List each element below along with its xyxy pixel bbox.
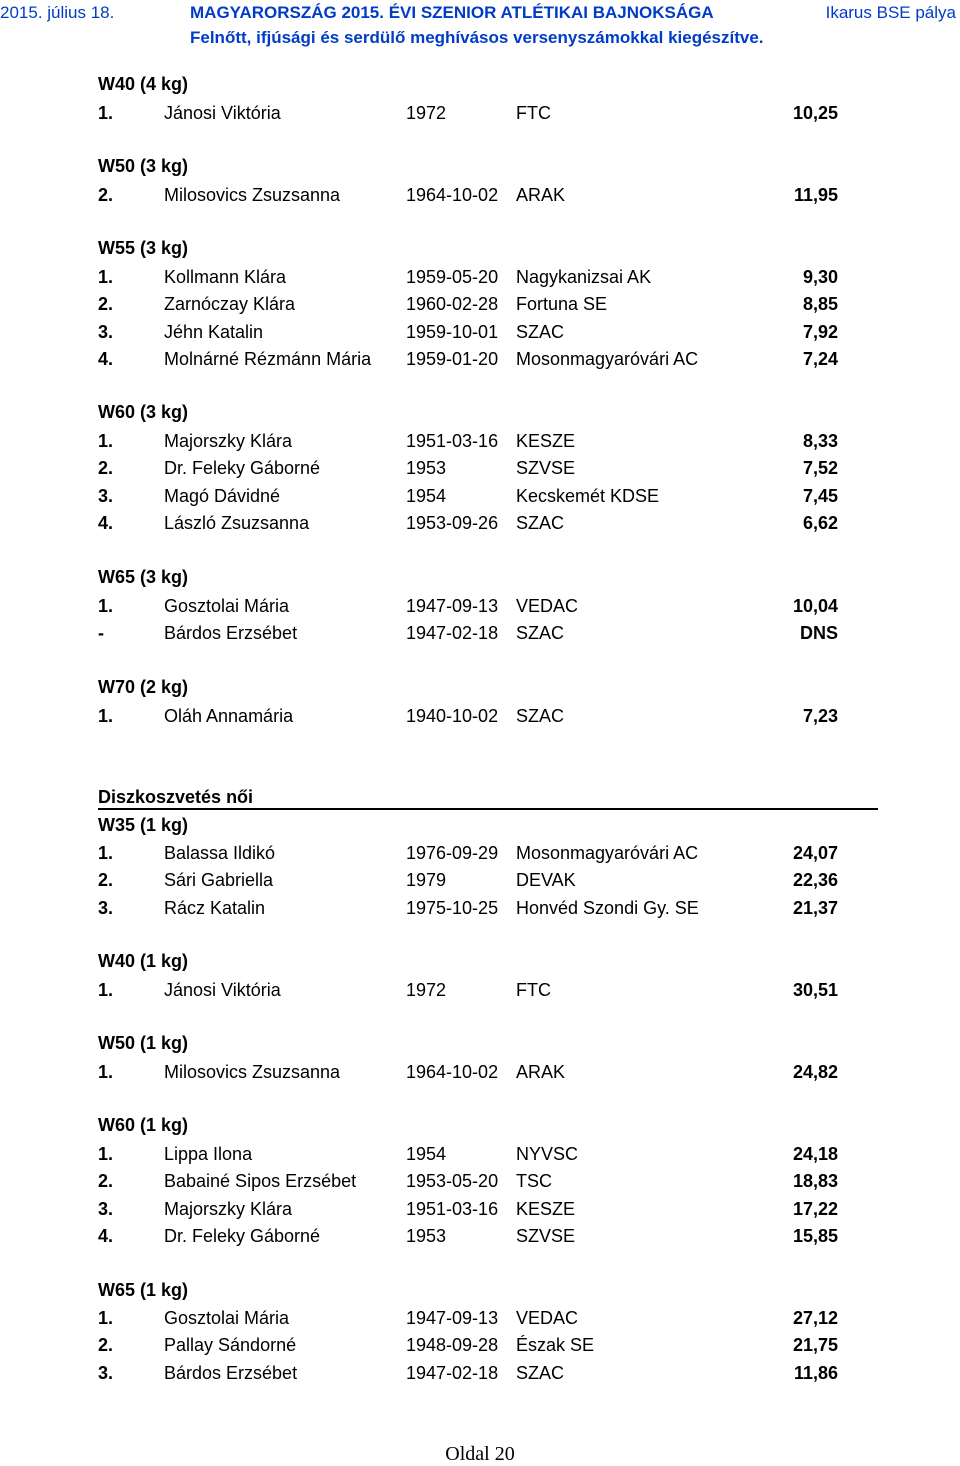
group-title: W55 (3 kg): [98, 238, 189, 258]
result: 8,33: [802, 431, 838, 451]
athlete-name: Milosovics Zsuzsanna: [164, 1062, 341, 1082]
result-row: [0, 594, 960, 618]
header-subtitle: Felnőtt, ifjúsági és serdülő meghívásos versenyszámokkal kiegészítve.: [190, 28, 764, 47]
club: SZAC: [516, 513, 565, 534]
result-row: [0, 1224, 960, 1248]
club: KESZE: [516, 431, 576, 451]
group-title: W40 (4 kg): [98, 74, 189, 94]
birth-date: 1972: [406, 103, 447, 123]
place: 1.: [98, 980, 114, 1000]
birth-date: 1959-10-01: [406, 321, 499, 342]
header-date: 2015. július 18.: [0, 3, 115, 22]
place: 4.: [98, 349, 114, 370]
club: FTC: [516, 103, 551, 123]
club: TSC: [516, 1171, 552, 1192]
club: SZAC: [516, 623, 565, 644]
result: 11,86: [793, 1362, 838, 1383]
result: 7,23: [802, 706, 838, 726]
result-row: [0, 1306, 960, 1330]
result-row: [0, 978, 960, 1002]
place: 2.: [98, 458, 114, 479]
club: Mosonmagyaróvári AC: [516, 843, 699, 863]
place: 3.: [98, 1198, 114, 1219]
group-title: W60 (1 kg): [98, 1115, 189, 1135]
club: Honvéd Szondi Gy. SE: [516, 897, 699, 918]
result-row: [0, 484, 960, 508]
club: VEDAC: [516, 596, 579, 616]
birth-date: 1953-05-20: [406, 1171, 499, 1192]
birth-date: 1964-10-02: [406, 185, 499, 205]
birth-date: 1954: [406, 1144, 447, 1164]
result: 8,85: [802, 294, 838, 315]
result-row: [0, 456, 960, 480]
club: SZVSE: [516, 1226, 576, 1247]
result-row: [0, 183, 960, 207]
place: 1.: [98, 596, 114, 616]
place: 2.: [98, 1171, 114, 1192]
group-title: W60 (3 kg): [98, 402, 189, 422]
result-row: [0, 265, 960, 289]
place: 2.: [98, 185, 114, 205]
birth-date: 1953: [406, 1226, 447, 1247]
athlete-name: Milosovics Zsuzsanna: [164, 185, 341, 205]
athlete-name: Kollmann Klára: [164, 267, 287, 287]
birth-date: 1959-05-20: [406, 267, 499, 287]
club: Mosonmagyaróvári AC: [516, 349, 699, 370]
result-row: [0, 101, 960, 125]
birth-date: 1947-02-18: [406, 1362, 499, 1383]
result: DNS: [799, 623, 838, 644]
athlete-name: Gosztolai Mária: [164, 1308, 290, 1328]
place: 2.: [98, 870, 114, 891]
place: 3.: [98, 1362, 114, 1383]
place: 1.: [98, 267, 114, 287]
athlete-name: Gosztolai Mária: [164, 596, 290, 616]
athlete-name: Zarnóczay Klára: [164, 294, 296, 315]
athlete-name: Rácz Katalin: [164, 897, 266, 918]
place: 3.: [98, 485, 114, 506]
place: 2.: [98, 294, 114, 315]
place: 1.: [98, 103, 114, 123]
result-row: [0, 841, 960, 865]
result: 11,95: [793, 185, 838, 205]
result: 7,92: [802, 321, 838, 342]
header-title: MAGYARORSZÁG 2015. ÉVI SZENIOR ATLÉTIKAI BAJNOKSÁGA: [190, 3, 714, 22]
athlete-name: Balassa Ildikó: [164, 843, 276, 863]
place: -: [98, 623, 104, 644]
group-title: W40 (1 kg): [98, 951, 189, 971]
birth-date: 1954: [406, 485, 447, 506]
club: KESZE: [516, 1198, 576, 1219]
result: 27,12: [792, 1308, 838, 1328]
result: 30,51: [792, 980, 838, 1000]
place: 1.: [98, 1062, 114, 1082]
birth-date: 1976-09-29: [406, 843, 499, 863]
result-row: [0, 292, 960, 316]
result: 15,85: [792, 1226, 838, 1247]
result-row: [0, 511, 960, 535]
birth-date: 1975-10-25: [406, 897, 499, 918]
place: 1.: [98, 843, 114, 863]
athlete-name: Oláh Annamária: [164, 706, 294, 726]
place: 1.: [98, 1308, 114, 1328]
athlete-name: Dr. Feleky Gáborné: [164, 1226, 321, 1247]
club: SZAC: [516, 321, 565, 342]
place: 2.: [98, 1335, 114, 1356]
place: 1.: [98, 706, 114, 726]
athlete-name: Pallay Sándorné: [164, 1335, 297, 1356]
group-title: W65 (3 kg): [98, 567, 189, 587]
result: 24,18: [792, 1144, 838, 1164]
result-row: [0, 1060, 960, 1084]
result-row: [0, 704, 960, 728]
birth-date: 1953-09-26: [406, 513, 499, 534]
athlete-name: Molnárné Rézmánn Mária: [164, 349, 372, 370]
result: 9,30: [802, 267, 838, 287]
club: Nagykanizsai AK: [516, 267, 652, 287]
club: DEVAK: [516, 870, 576, 891]
result-row: [0, 896, 960, 920]
birth-date: 1947-09-13: [406, 596, 499, 616]
birth-date: 1948-09-28: [406, 1335, 499, 1356]
athlete-name: Lippa Ilona: [164, 1144, 253, 1164]
result-row: [0, 429, 960, 453]
result-row: [0, 1333, 960, 1357]
club: FTC: [516, 980, 551, 1000]
place: 3.: [98, 897, 114, 918]
result: 7,24: [802, 349, 838, 370]
birth-date: 1960-02-28: [406, 294, 499, 315]
section-title: Diszkoszvetés női: [98, 786, 878, 810]
club: SZAC: [516, 1362, 565, 1383]
result-row: [0, 1197, 960, 1221]
athlete-name: Majorszky Klára: [164, 1198, 293, 1219]
birth-date: 1953: [406, 458, 447, 479]
result: 7,45: [802, 485, 838, 506]
result-row: [0, 1361, 960, 1385]
birth-date: 1964-10-02: [406, 1062, 499, 1082]
page-number: Oldal 20: [445, 1443, 515, 1465]
birth-date: 1979: [406, 870, 447, 891]
club: Kecskemét KDSE: [516, 485, 660, 506]
athlete-name: László Zsuzsanna: [164, 513, 310, 534]
result: 24,82: [792, 1062, 838, 1082]
birth-date: 1951-03-16: [406, 1198, 499, 1219]
result: 21,75: [792, 1335, 838, 1356]
result-row: [0, 868, 960, 892]
athlete-name: Bárdos Erzsébet: [164, 623, 298, 644]
club: Fortuna SE: [516, 294, 608, 315]
result-row: [0, 1142, 960, 1166]
place: 3.: [98, 321, 114, 342]
result: 10,04: [792, 596, 838, 616]
birth-date: 1940-10-02: [406, 706, 499, 726]
place: 1.: [98, 1144, 114, 1164]
result: 7,52: [802, 458, 838, 479]
result: 18,83: [792, 1171, 838, 1192]
place: 4.: [98, 1226, 114, 1247]
athlete-name: Dr. Feleky Gáborné: [164, 458, 321, 479]
place: 1.: [98, 431, 114, 451]
club: SZVSE: [516, 458, 576, 479]
athlete-name: Jánosi Viktória: [164, 103, 281, 123]
athlete-name: Sári Gabriella: [164, 870, 274, 891]
athlete-name: Magó Dávidné: [164, 485, 281, 506]
header-venue: Ikarus BSE pálya: [825, 3, 956, 22]
club: NYVSC: [516, 1144, 579, 1164]
birth-date: 1947-09-13: [406, 1308, 499, 1328]
result-row: [0, 320, 960, 344]
result: 21,37: [792, 897, 838, 918]
birth-date: 1947-02-18: [406, 623, 499, 644]
result: 6,62: [802, 513, 838, 534]
result: 22,36: [792, 870, 838, 891]
birth-date: 1951-03-16: [406, 431, 499, 451]
group-title: W50 (3 kg): [98, 156, 189, 176]
athlete-name: Majorszky Klára: [164, 431, 293, 451]
result-row: [0, 1169, 960, 1193]
athlete-name: Bárdos Erzsébet: [164, 1362, 298, 1383]
group-title: W70 (2 kg): [98, 677, 189, 697]
birth-date: 1972: [406, 980, 447, 1000]
result-row: [0, 347, 960, 371]
result: 24,07: [792, 843, 838, 863]
athlete-name: Jánosi Viktória: [164, 980, 281, 1000]
result: 10,25: [792, 103, 838, 123]
group-title: W50 (1 kg): [98, 1033, 189, 1053]
club: ARAK: [516, 1062, 566, 1082]
athlete-name: Jéhn Katalin: [164, 321, 264, 342]
group-title: W65 (1 kg): [98, 1280, 189, 1300]
club: VEDAC: [516, 1308, 579, 1328]
athlete-name: Babainé Sipos Erzsébet: [164, 1171, 357, 1192]
birth-date: 1959-01-20: [406, 349, 499, 370]
club: SZAC: [516, 706, 565, 726]
result-row: [0, 621, 960, 645]
club: ARAK: [516, 185, 566, 205]
result: 17,22: [792, 1198, 838, 1219]
club: Észak SE: [516, 1335, 595, 1356]
place: 4.: [98, 513, 114, 534]
group-title: W35 (1 kg): [98, 815, 189, 835]
